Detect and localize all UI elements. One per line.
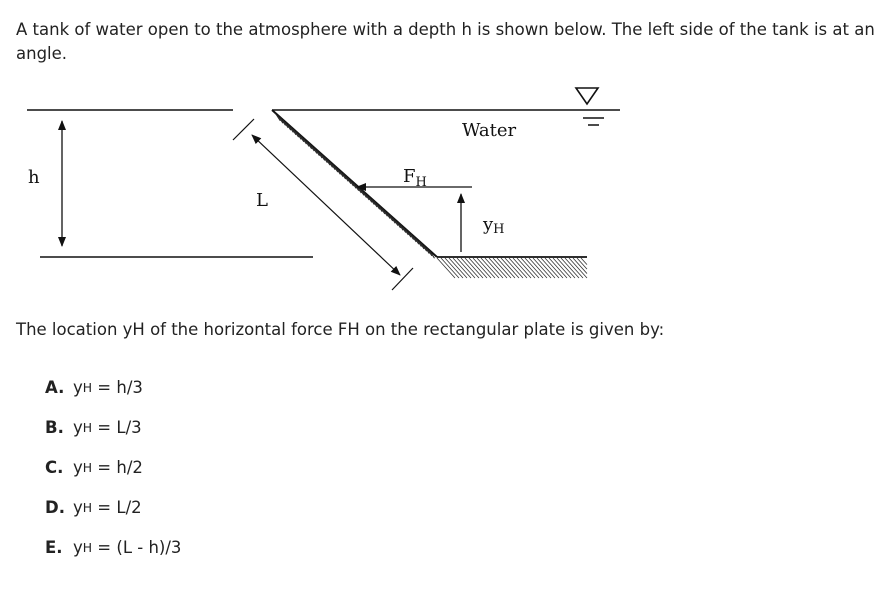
choice-var: y (73, 498, 83, 517)
choice-sub: H (82, 421, 93, 436)
choice-d[interactable] (45, 498, 181, 538)
choice-sub: H (82, 501, 93, 516)
choice-e[interactable] (45, 538, 181, 578)
choice-letter: C. (45, 458, 64, 477)
choice-expr: = L/3 (92, 418, 142, 437)
bottom-hatching (437, 258, 587, 278)
choice-sub: H (82, 541, 93, 556)
choice-expr: = h/3 (92, 378, 143, 397)
choice-var: y (73, 418, 83, 437)
choice-letter: B. (45, 418, 64, 437)
choice-c[interactable] (45, 458, 181, 498)
depth-label: h (28, 167, 40, 188)
choice-var: y (73, 458, 83, 477)
choice-var: y (73, 538, 83, 557)
question-prompt: The location yH of the horizontal force FH on the rectangular plate is given by: (16, 320, 665, 339)
choice-sub: H (82, 381, 93, 396)
length-tick-bottom (392, 268, 413, 290)
answer-choices (45, 378, 181, 578)
free-surface-symbol (576, 88, 604, 125)
choice-expr: = (L - h)/3 (92, 538, 182, 557)
tank-diagram (0, 80, 896, 310)
length-tick-top (233, 119, 254, 140)
choice-letter: D. (45, 498, 65, 517)
water-label: Water (462, 120, 517, 141)
choice-expr: = L/2 (92, 498, 142, 517)
force-label: $F_H$ (403, 166, 427, 190)
length-label: L (256, 190, 268, 211)
choice-letter: A. (45, 378, 65, 397)
choice-b[interactable] (45, 418, 181, 458)
choice-sub: H (82, 461, 93, 476)
choice-var: y (73, 378, 83, 397)
choice-letter: E. (45, 538, 63, 557)
choice-a[interactable] (45, 378, 181, 418)
question-text: A tank of water open to the atmosphere with a depth h is shown below. The left side of the tank is at an angle. (16, 20, 875, 63)
choice-expr: = h/2 (92, 458, 143, 477)
yh-label: yH (483, 214, 505, 237)
